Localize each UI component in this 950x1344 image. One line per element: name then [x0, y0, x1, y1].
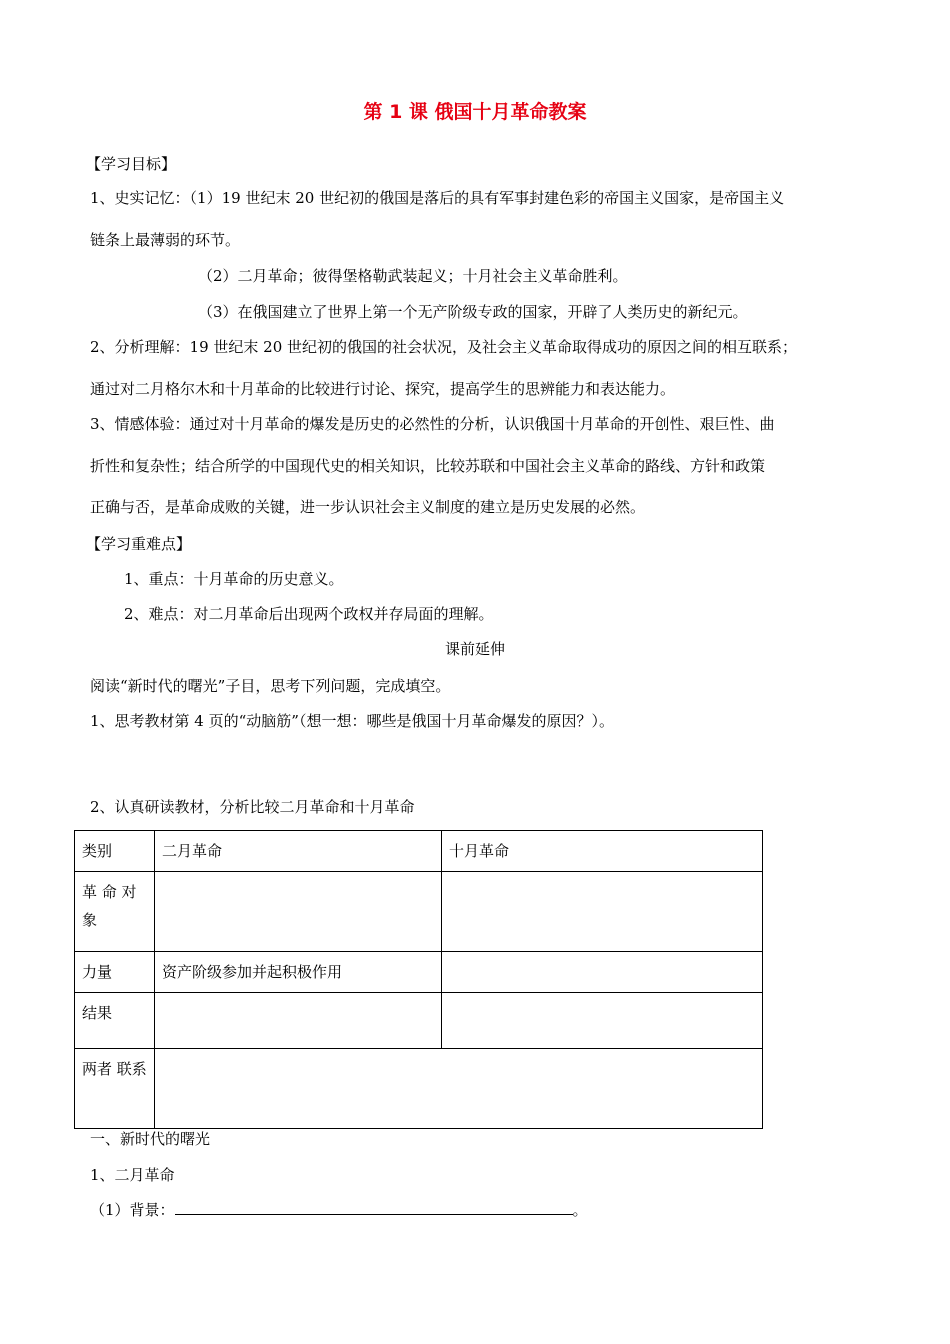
key-point-2: 2、难点：对二月革命后出现两个政权并存局面的理解。 — [124, 605, 494, 623]
goal-3-line-2: 折性和复杂性；结合所学的中国现代史的相关知识，比较苏联和中国社会主义革命的路线、方针和政策 — [90, 457, 766, 475]
cell-empty — [442, 993, 763, 1049]
goals-heading: 【学习目标】 — [86, 155, 177, 173]
cell-empty — [155, 1049, 763, 1129]
subsection-heading: 1、二月革命 — [90, 1166, 175, 1184]
header-category: 类别 — [75, 831, 155, 872]
cell-empty — [155, 993, 442, 1049]
goal-1-line-1: 1、史实记忆：（1）19 世纪末 20 世纪初的俄国是落后的具有军事封建色彩的帝国主义国家，是帝国主义 — [90, 189, 785, 207]
goal-3-line-3: 正确与否，是革命成败的关键，进一步认识社会主义制度的建立是历史发展的必然。 — [90, 498, 646, 516]
background-end: 。 — [572, 1201, 588, 1219]
table-row — [75, 872, 763, 952]
table-row — [75, 993, 763, 1049]
background-label: （1）背景： — [90, 1201, 175, 1219]
cell-empty — [442, 872, 763, 952]
goal-2-line-1: 2、分析理解：19 世纪末 20 世纪初的俄国的社会状况，及社会主义革命取得成功的原因之间的相互联系； — [90, 338, 798, 356]
cell-empty — [155, 872, 442, 952]
comparison-table — [74, 830, 763, 1129]
page-title: 第 1 课 俄国十月革命教案 — [363, 101, 587, 123]
goal-1-sub-3: （3）在俄国建立了世界上第一个无产阶级专政的国家，开辟了人类历史的新纪元。 — [198, 303, 748, 321]
question-2: 2、认真研读教材，分析比较二月革命和十月革命 — [90, 798, 415, 816]
header-october: 十月革命 — [442, 831, 763, 872]
section-heading: 一、新时代的曙光 — [90, 1130, 211, 1148]
preview-intro: 阅读“新时代的曙光”子目，思考下列问题，完成填空。 — [90, 677, 451, 695]
row-result-label: 结果 — [75, 993, 155, 1049]
header-february: 二月革命 — [155, 831, 442, 872]
row-relation-label: 两者 联系 — [75, 1049, 155, 1129]
cell-force-february: 资产阶级参加并起积极作用 — [155, 952, 442, 993]
background-blank[interactable] — [175, 1200, 573, 1215]
row-target-label: 革 命 对 象 — [75, 872, 155, 952]
table-row — [75, 831, 763, 872]
goal-3-line-1: 3、情感体验：通过对十月革命的爆发是历史的必然性的分析，认识俄国十月革命的开创性、艰巨性、曲 — [90, 415, 775, 433]
goal-1-line-2: 链条上最薄弱的环节。 — [90, 231, 241, 249]
background-line — [90, 1200, 588, 1220]
cell-empty — [442, 952, 763, 993]
key-point-1: 1、重点：十月革命的历史意义。 — [124, 570, 344, 588]
goal-2-line-2: 通过对二月格尔木和十月革命的比较进行讨论、探究，提高学生的思辨能力和表达能力。 — [90, 380, 676, 398]
key-points-heading: 【学习重难点】 — [86, 535, 192, 553]
row-force-label: 力量 — [75, 952, 155, 993]
goal-1-sub-2: （2）二月革命；彼得堡格勒武装起义；十月社会主义革命胜利。 — [198, 267, 628, 285]
preview-heading: 课前延伸 — [444, 640, 505, 658]
table-row — [75, 1049, 763, 1129]
question-1: 1、思考教材第 4 页的“动脑筋”（想一想：哪些是俄国十月革命爆发的原因？）。 — [90, 712, 614, 730]
table-row — [75, 952, 763, 993]
